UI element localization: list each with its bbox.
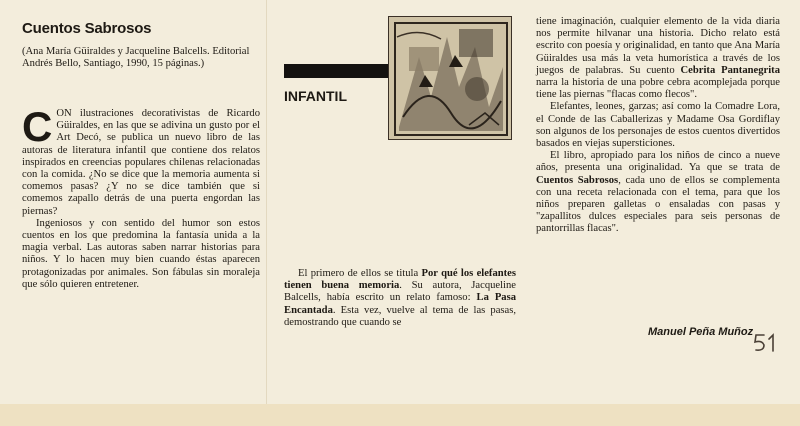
- story-title-elefantes: Por qué los elefantes tienen buena memoria: [284, 268, 516, 292]
- story-title-pasa-encantada: La Pasa Encantada: [284, 292, 517, 316]
- paragraph-4-text-b: narra la historia de una pobre cebra acomplejada porque tiene las piernas "flacas como flecos".: [536, 77, 780, 101]
- paragraph-6-text-b: , cada uno de ellos se complementa con una receta relacionada con el tema, para que los niños preparen galletas o ensaladas con pasas y "zapallitos dulces especiales para seis personas de pantorrillas flacas".: [536, 174, 780, 235]
- paragraph-4-text-a: tiene imaginación, cualquier elemento de la vida diaria nos permite hilvanar una historia. Dicho relato está escrito con poesía y originalidad, en tanto que Ana María Güiraldes usa más la veta humorística a través de los juegos de palabras. Su cuento: [536, 16, 780, 76]
- illustration-art: [389, 17, 512, 140]
- paragraph-5: Elefantes, leones, garzas; así como la Comadre Lora, el Conde de las Caballerizas y Madame Osa Gordiflay son algunos de los personajes de estos cuentos divertidos basados en viejas supersticiones.: [536, 101, 780, 150]
- drop-cap: C: [22, 103, 53, 150]
- paragraph-1: [22, 103, 260, 218]
- paragraph-3-text-a: El primero de ellos se titula: [298, 268, 422, 279]
- article-headline: Cuentos Sabrosos: [22, 20, 152, 37]
- paragraph-2: Ingeniosos y con sentido del humor son estos cuentos en los que predomina la fantasía unida a la magia verbal. Las autoras saben narrar historias para niños. Y lo hacen muy bien cuando éstas aparecen protagonizadas por animales. Son fábulas sin moraleja que sólo quieren entretener.: [22, 217, 260, 290]
- book-citation: (Ana María Güiraldes y Jacqueline Balcells. Editorial Andrés Bello, Santiago, 1990, 15 páginas.): [22, 46, 250, 69]
- handwritten-mark: [752, 332, 782, 354]
- column-1: [22, 103, 260, 291]
- section-banner-bar: [284, 64, 390, 78]
- paragraph-3-text-c: . Esta vez, vuelve al tema de las pasas, demostrando que cuando se: [284, 304, 516, 328]
- page-bottom-band: [0, 404, 800, 426]
- book-cover-illustration: [388, 16, 512, 140]
- fold-line: [266, 0, 267, 404]
- handwritten-page-number: [752, 332, 782, 359]
- section-label: INFANTIL: [284, 88, 347, 104]
- story-title-cebrita: Cebrita Pantanegrita: [680, 64, 780, 76]
- paragraph-3-text-b: . Su autora, Jacqueline Balcells, había escrito un relato famoso:: [284, 280, 516, 304]
- paragraph-1-text: ON ilustraciones decorativistas de Ricardo Güiraldes, en las que se adivina un gusto por el Art Decó, se publica un nuevo libro de las autoras de literatura infantil que contiene dos relatos inspirados en creencias populares chilenas relacionadas con la comida. ¿No se dice que la memoria aumenta si comemos pasas? ¿Y no se dice también que si comemos zapallo detrás de una puerta engordan las piernas?: [22, 108, 260, 217]
- paragraph-6: [536, 150, 780, 235]
- column-2: [284, 268, 516, 329]
- column-3: [536, 16, 780, 236]
- author-byline: Manuel Peña Muñoz: [648, 326, 754, 338]
- paragraph-6-text-a: El libro, apropiado para los niños de cinco a nueve años, presenta una originalidad. Ya que se trata de: [536, 150, 780, 174]
- book-title-inline: Cuentos Sabrosos: [536, 174, 619, 186]
- paragraph-3: [284, 268, 516, 329]
- paragraph-4: [536, 16, 780, 101]
